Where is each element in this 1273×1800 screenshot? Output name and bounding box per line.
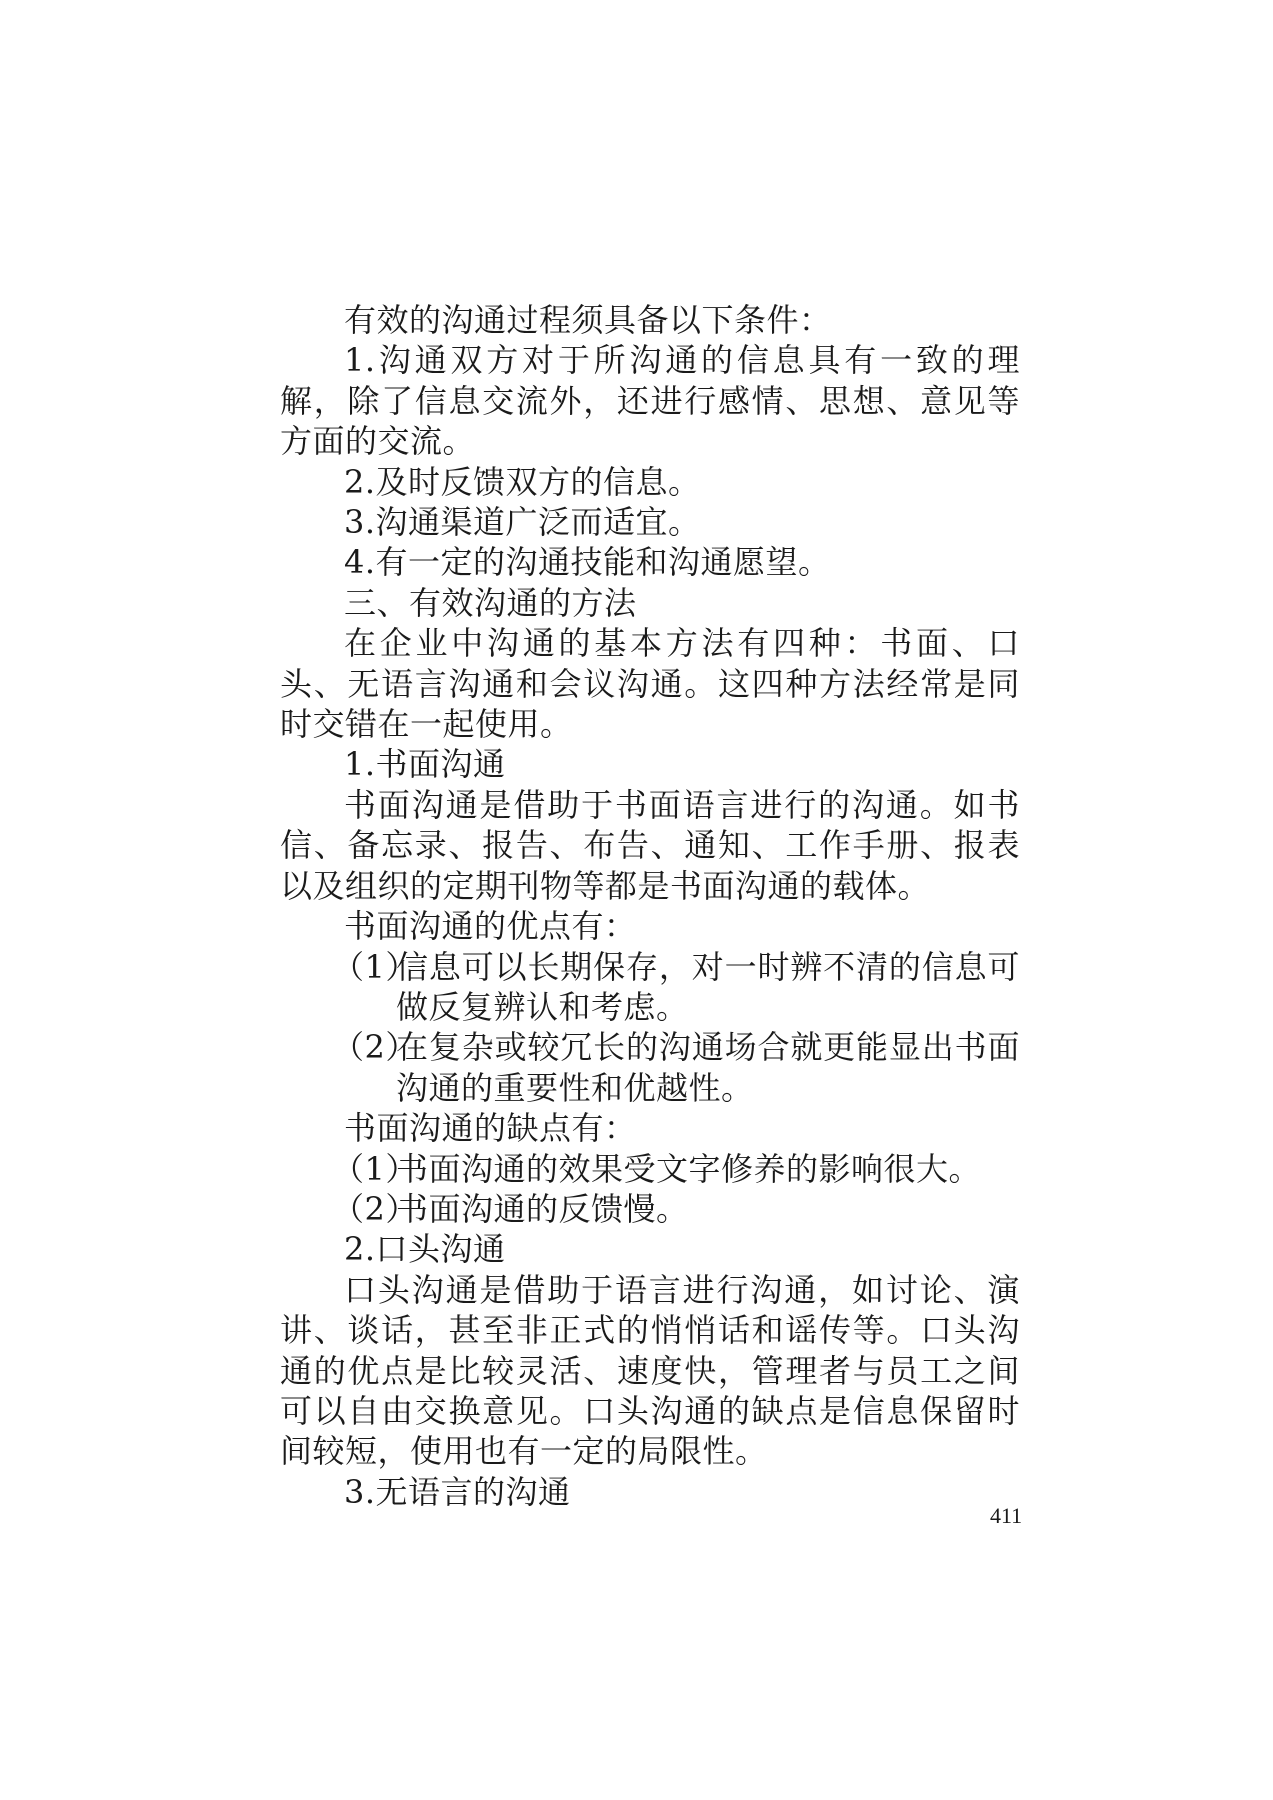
list-item-text: 书面沟通的效果受文字修养的影响很大。: [396, 1149, 982, 1188]
list-item: [280, 1189, 1020, 1229]
paragraph: 3.沟通渠道广泛而适宜。: [344, 503, 701, 542]
paragraph: 2.及时反馈双方的信息。: [344, 462, 701, 501]
paragraph: 在企业中沟通的基本方法有四种：书面、口头、无语言沟通和会议沟通。这四种方法经常是同时交错在一起使用。: [280, 624, 1020, 744]
paragraph: 书面沟通的缺点有：: [344, 1109, 637, 1148]
paragraph: 1.沟通双方对于所沟通的信息具有一致的理解，除了信息交流外，还进行感情、思想、意见等方面的交流。: [280, 341, 1020, 461]
page-number: 411: [990, 1503, 1023, 1528]
page-body: [280, 300, 1020, 1512]
section-heading: 三、有效沟通的方法: [344, 583, 637, 622]
list-item: [280, 1149, 1020, 1189]
list-item-text: 在复杂或较冗长的沟通场合就更能显出书面沟通的重要性和优越性。: [396, 1028, 1020, 1107]
paragraph: 书面沟通是借助于书面语言进行的沟通。如书信、备忘录、报告、布告、通知、工作手册、报表以及组织的定期刊物等都是书面沟通的载体。: [280, 785, 1020, 905]
list-item-number: （2）: [332, 1028, 418, 1067]
list-item: [280, 1027, 1020, 1108]
list-item-number: （1）: [332, 947, 418, 986]
list-item-text: 信息可以长期保存，对一时辨不清的信息可做反复辨认和考虑。: [396, 947, 1020, 1026]
subsection-heading: 3.无语言的沟通: [344, 1472, 571, 1511]
list-item-number: （1）: [332, 1149, 418, 1188]
list-item-number: （2）: [332, 1189, 418, 1228]
subsection-heading: 2.口头沟通: [344, 1230, 506, 1269]
subsection-heading: 1.书面沟通: [344, 745, 506, 784]
paragraph: 书面沟通的优点有：: [344, 907, 637, 946]
list-item-text: 书面沟通的反馈慢。: [396, 1189, 689, 1228]
list-item: [280, 947, 1020, 1028]
paragraph: 有效的沟通过程须具备以下条件：: [344, 301, 832, 339]
paragraph: 4.有一定的沟通技能和沟通愿望。: [344, 543, 831, 582]
paragraph: 口头沟通是借助于语言进行沟通，如讨论、演讲、谈话，甚至非正式的悄悄话和谣传等。口头沟通的优点是比较灵活、速度快，管理者与员工之间可以自由交换意见。口头沟通的缺点是信息保留时间较短，使用也有一定的局限性。: [280, 1270, 1020, 1471]
